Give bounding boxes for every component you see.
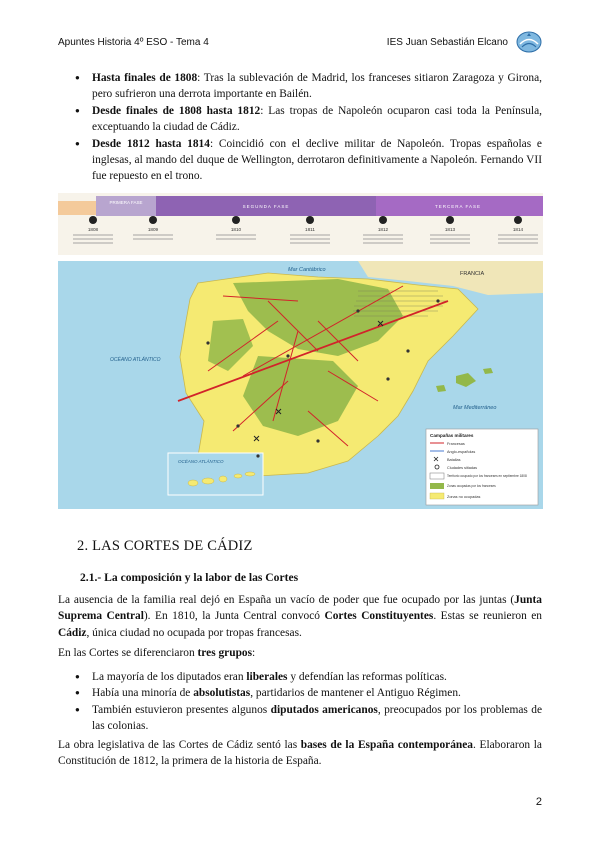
timeline-year: 1811 [305, 227, 315, 232]
bullet-text: : Tras la sublevación de Madrid, los franceses sitiaron Zaragoza y Girona, pero sufrieron una derrota importante en Bailén. [92, 72, 542, 101]
text-run: . Elaboraron la Constitución de 1812, la primera de la historia de España. [58, 739, 542, 768]
phase-label: SEGUNDA FASE [242, 204, 290, 209]
war-timeline-image [58, 193, 543, 255]
text-run: . Estas se reunieron en [433, 610, 542, 623]
legend-title: Campañas militares [430, 433, 474, 438]
legend-item: Francesas [447, 442, 465, 446]
bold-run: Junta Suprema Central [58, 594, 542, 623]
bullet-bold: Desde finales de 1808 hasta 1812 [92, 104, 261, 117]
text-run: También estuvieron presentes algunos [92, 703, 271, 716]
map-label-mediterraneo: Mar Mediterráneo [453, 405, 497, 411]
header-left: Apuntes Historia 4º ESO - Tema 4 [58, 37, 209, 48]
map-label-cantabrico: Mar Cantábrico [288, 267, 326, 273]
list-item [58, 136, 542, 185]
paragraph-cortes [58, 592, 542, 641]
intro-bullet-list [58, 70, 542, 185]
text-run: En las Cortes se diferenciaron [58, 647, 198, 659]
text-run: , partidarios de mantener el Antiguo Régimen. [250, 687, 461, 700]
legend-item: Batallas [447, 458, 461, 462]
paragraph-groups-intro [58, 645, 542, 661]
bold-run: bases de la España contemporánea [300, 739, 473, 751]
list-item [58, 685, 542, 701]
phase-1-band [96, 196, 156, 216]
bold-run: tres grupos [197, 647, 253, 659]
legend-item: Zonas ocupadas por los franceses [447, 484, 496, 488]
text-run: Había una minoría de [92, 687, 194, 700]
bold-run: Cortes Constituyentes [324, 610, 434, 623]
list-item [58, 702, 542, 735]
bullet-text: : Coincidió con el declive militar de Napoleón. Tropas españolas e inglesas, al mando del duque de Wellington, derrotaron definitivamente a Napoleón. Fernando VII fue repuesto en el trono. [92, 137, 542, 183]
text-run: La obra legislativa de las Cortes de Cádiz sentó las [58, 739, 301, 751]
paragraph-constitution [58, 737, 542, 770]
section-title: 2. LAS CORTES DE CÁDIZ [77, 538, 253, 554]
timeline-year: 1809 [147, 227, 159, 232]
text-run: , preocupados por los problemas de las colonias. [92, 703, 543, 733]
bold-run: absolutistas [193, 687, 251, 700]
text-run: La mayoría de los diputados eran [92, 671, 247, 683]
school-logo-icon [516, 31, 542, 53]
text-run: , única ciudad no ocupada por tropas francesas. [86, 626, 302, 639]
page-header [58, 31, 542, 55]
bold-run: diputados americanos [270, 703, 378, 716]
timeline-year: 1808 [87, 227, 99, 232]
bullet-text: : Las tropas de Napoleón ocuparon casi toda la Península, exceptuando la ciudad de Cádiz. [92, 104, 542, 134]
section-subtitle: 2.1.- La composición y la labor de las Cortes [80, 571, 299, 584]
bullet-bold: Desde 1812 hasta 1814 [92, 137, 210, 150]
phase-label: TERCERA FASE [434, 204, 482, 209]
map-label-atlantico-inset: OCÉANO ATLÁNTICO [178, 459, 224, 464]
text-run: : [252, 647, 256, 659]
bold-run: liberales [246, 671, 288, 683]
peninsula-war-map-image [58, 261, 543, 509]
legend-item: Territorio ocupado por los franceses en septiembre 1808 [447, 474, 527, 478]
map-label-francia: FRANCIA [460, 271, 485, 277]
bold-run: Cádiz [58, 626, 87, 639]
map-label-atlantico: OCÉANO ATLÁNTICO [110, 357, 161, 363]
list-item [58, 70, 542, 103]
text-run: La ausencia de la familia real dejó en España un vacío de poder que fue ocupado por las juntas ( [58, 594, 515, 606]
legend-item: Zonas no ocupadas [447, 495, 481, 499]
list-item [58, 669, 542, 685]
legend-item: Ciudades sitiadas [447, 466, 477, 470]
timeline-year: 1813 [444, 227, 456, 232]
groups-bullet-list [58, 669, 542, 735]
text-run: y defendían las reformas políticas. [287, 671, 447, 683]
legend-item: Anglo-españolas [447, 450, 476, 454]
text-run: ). En 1810, la Junta Central convocó [143, 610, 325, 623]
bullet-bold: Hasta finales de 1808 [92, 72, 198, 84]
timeline-year: 1810 [230, 227, 242, 232]
timeline-year: 1814 [512, 227, 524, 232]
header-right: IES Juan Sebastián Elcano [386, 37, 508, 48]
timeline-year: 1812 [377, 227, 389, 232]
page-number: 2 [535, 796, 542, 808]
list-item [58, 103, 542, 136]
phase-label: PRIMERA FASE [109, 200, 143, 205]
